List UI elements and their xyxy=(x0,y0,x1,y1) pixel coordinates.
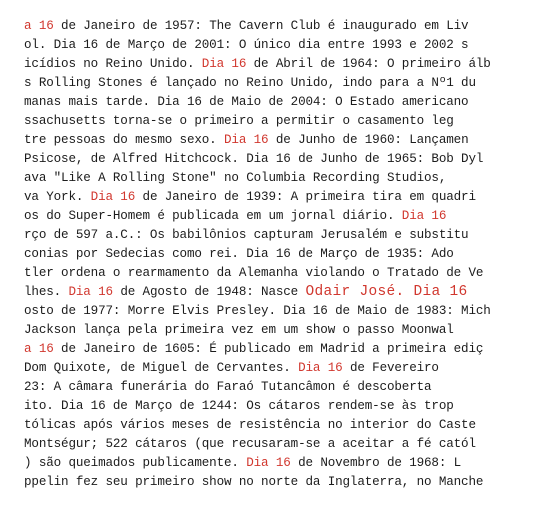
text-segment: de Junho de 1960: Lançamen xyxy=(268,133,469,147)
text-line xyxy=(24,416,476,435)
text-segment: Psicose, de Alfred Hitchcock. Dia 16 de Junho de 1965: Bob Dyl xyxy=(24,152,484,166)
text-segment: osto de 1977: Morre Elvis Presley. Dia 16 de Maio de 1983: Mich xyxy=(24,304,491,318)
text-segment: lhes. xyxy=(24,285,69,299)
text-segment: ssachusetts torna-se o primeiro a permitir o casamento leg xyxy=(24,114,454,128)
text-segment: tler ordena o rearmamento da Alemanha violando o Tratado de Ve xyxy=(24,266,484,280)
text-line xyxy=(24,473,483,492)
text-segment: Jackson lança pela primeira vez em um show o passo Moonwal xyxy=(24,323,454,337)
text-segment: s Rolling Stones é lançado no Reino Unido, indo para a Nº1 du xyxy=(24,76,476,90)
text-line xyxy=(24,17,468,36)
text-line xyxy=(24,321,454,340)
text-segment: de Janeiro de 1957: The Cavern Club é inaugurado em Liv xyxy=(53,19,469,33)
text-segment: icídios no Reino Unido. xyxy=(24,57,202,71)
text-line xyxy=(24,245,454,264)
text-line xyxy=(24,378,431,397)
text-line xyxy=(24,397,454,416)
text-segment: de Novembro de 1968: L xyxy=(290,456,462,470)
highlighted-date: Odair José. Dia 16 xyxy=(305,284,468,300)
text-segment: va York. xyxy=(24,190,91,204)
highlighted-date: Dia 16 xyxy=(201,57,247,71)
text-segment: de Abril de 1964: O primeiro álb xyxy=(246,57,491,71)
text-segment: conias por Sedecias como rei. Dia 16 de Março de 1935: Ado xyxy=(24,247,454,261)
text-line xyxy=(24,340,483,359)
text-segment: Montségur; 522 cátaros (que recusaram-se a aceitar a fé catól xyxy=(24,437,476,451)
text-segment: tre pessoas do mesmo sexo. xyxy=(24,133,225,147)
highlighted-date: Dia 16 xyxy=(90,190,136,204)
text-segment: de Janeiro de 1605: É publicado em Madrid a primeira ediç xyxy=(53,342,484,356)
text-segment: ava "Like A Rolling Stone" no Columbia Recording Studios, xyxy=(24,171,447,185)
text-line xyxy=(24,283,468,302)
text-line xyxy=(24,264,483,283)
highlighted-date: Dia 16 xyxy=(298,361,343,375)
text-segment: manas mais tarde. Dia 16 de Maio de 2004: O Estado americano xyxy=(24,95,469,109)
text-segment: os do Super-Homem é publicada em um jornal diário. xyxy=(24,209,402,223)
text-line xyxy=(24,169,446,188)
text-segment: ppelin fez seu primeiro show no norte da Inglaterra, no Manche xyxy=(24,475,484,489)
highlighted-date: a 16 xyxy=(24,342,54,356)
text-line xyxy=(24,55,491,74)
text-segment: 23: A câmara funerária do Faraó Tutancâmon é descoberta xyxy=(24,380,432,394)
text-segment: de Janeiro de 1939: A primeira tira em quadri xyxy=(135,190,476,204)
text-segment: de Agosto de 1948: Nasce xyxy=(112,285,306,299)
text-line xyxy=(24,93,468,112)
text-line xyxy=(24,359,439,378)
text-segment: ) são queimados publicamente. xyxy=(24,456,247,470)
highlighted-date: a 16 xyxy=(24,19,54,33)
text-line xyxy=(24,112,454,131)
text-line xyxy=(24,150,483,169)
text-line xyxy=(24,226,468,245)
text-segment: ito. Dia 16 de Março de 1244: Os cátaros rendem-se às trop xyxy=(24,399,454,413)
highlighted-date: Dia 16 xyxy=(224,133,269,147)
text-segment: de Fevereiro xyxy=(342,361,439,375)
text-line xyxy=(24,131,468,150)
text-line xyxy=(24,36,468,55)
text-line xyxy=(24,188,476,207)
text-line xyxy=(24,302,491,321)
text-line xyxy=(24,74,476,93)
highlighted-date: Dia 16 xyxy=(401,209,447,223)
text-segment: rço de 597 a.C.: Os babilônios capturam Jerusalém e substitu xyxy=(24,228,469,242)
text-line xyxy=(24,435,476,454)
text-segment: tólicas após vários meses de resistência no interior do Caste xyxy=(24,418,476,432)
text-segment: Dom Quixote, de Miguel de Cervantes. xyxy=(24,361,299,375)
text-line xyxy=(24,207,446,226)
highlighted-date: Dia 16 xyxy=(246,456,291,470)
highlighted-date: Dia 16 xyxy=(68,285,113,299)
text-line xyxy=(24,454,461,473)
text-segment: ol. Dia 16 de Março de 2001: O único dia entre 1993 e 2002 s xyxy=(24,38,469,52)
